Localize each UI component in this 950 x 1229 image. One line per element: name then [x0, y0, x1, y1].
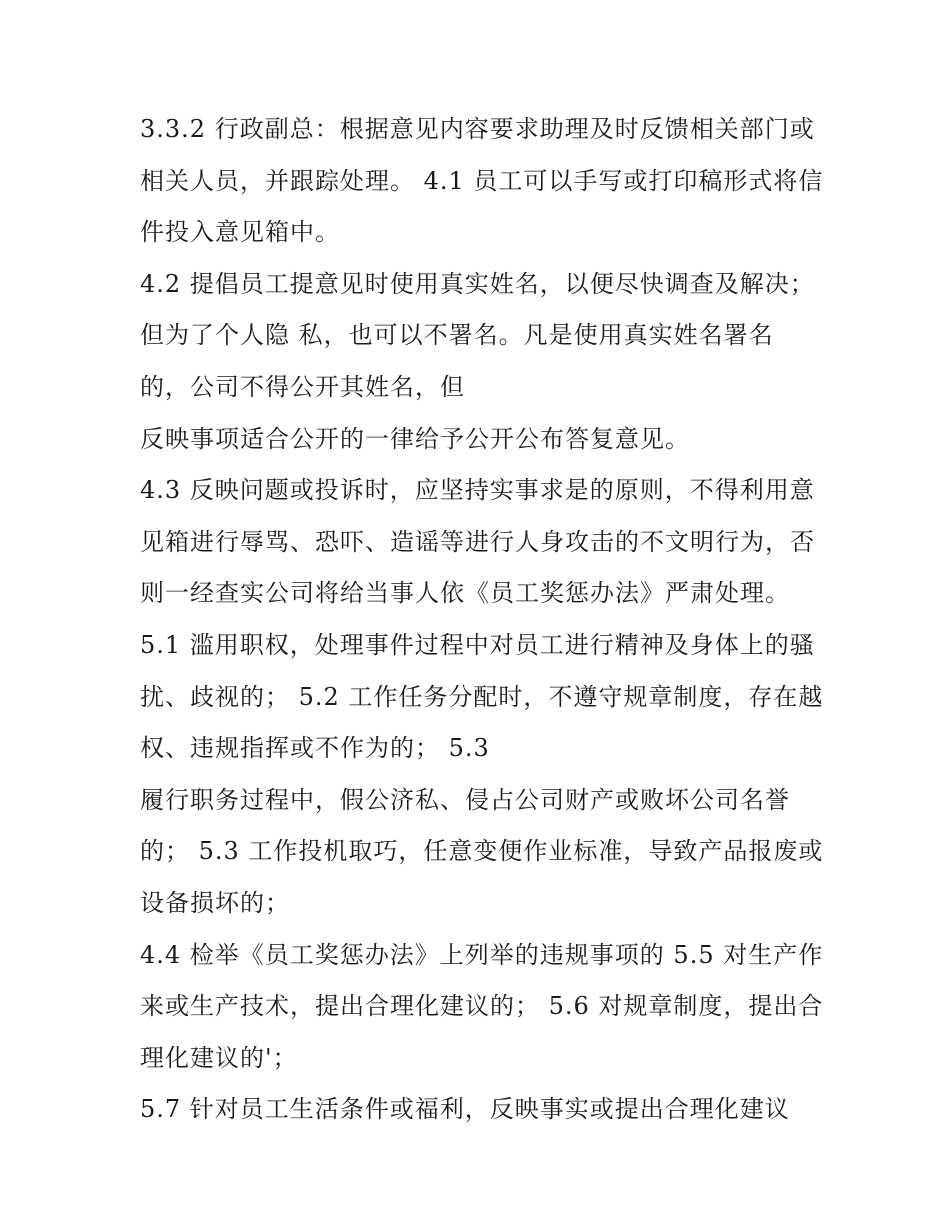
text-line: 见箱进行辱骂、恐吓、造谣等进行人身攻击的不文明行为，否	[140, 527, 815, 556]
text-line: 扰、歧视的； 5.2 工作任务分配时，不遵守规章制度，存在越	[140, 682, 824, 711]
text-line: 反映事项适合公开的一律给予公开公布答复意见。	[140, 424, 690, 453]
document-body	[140, 104, 824, 1136]
text-line: 4.3 反映问题或投诉时，应坚持实事求是的原则，不得利用意	[140, 476, 815, 505]
text-line: 理化建议的'；	[140, 1043, 298, 1072]
text-line: 4.2 提倡员工提意见时使用真实姓名，以便尽快调查及解决；	[140, 269, 815, 298]
text-line: 3.3.2 行政副总：根据意见内容要求助理及时反馈相关部门或	[140, 115, 815, 143]
text-line: 相关人员，并跟踪处理。 4.1 员工可以手写或打印稿形式将信	[140, 166, 824, 195]
text-line: 则一经查实公司将给当事人依《员工奖惩办法》严肃处理。	[140, 579, 790, 608]
text-line: 4.4 检举《员工奖惩办法》上列举的违规事项的 5.5 对生产作	[140, 940, 824, 969]
text-line: 5.1 滥用职权，处理事件过程中对员工进行精神及身体上的骚	[140, 630, 815, 659]
text-line: 5.7 针对员工生活条件或福利，反映事实或提出合理化建议	[140, 1095, 790, 1124]
text-line: 权、违规指挥或不作为的； 5.3	[140, 734, 490, 763]
text-line: 但为了个人隐 私，也可以不署名。凡是使用真实姓名署名	[140, 321, 774, 350]
text-line: 来或生产技术，提出合理化建议的； 5.6 对规章制度，提出合	[140, 992, 824, 1021]
text-line: 件投入意见箱中。	[140, 218, 340, 247]
text-line: 设备损坏的；	[140, 888, 290, 917]
text-line: 的，公司不得公开其姓名，但	[140, 372, 465, 401]
text-line: 履行职务过程中，假公济私、侵占公司财产或败坏公司名誉	[140, 785, 790, 814]
text-line: 的； 5.3 工作投机取巧，任意变便作业标准，导致产品报废或	[140, 837, 824, 866]
